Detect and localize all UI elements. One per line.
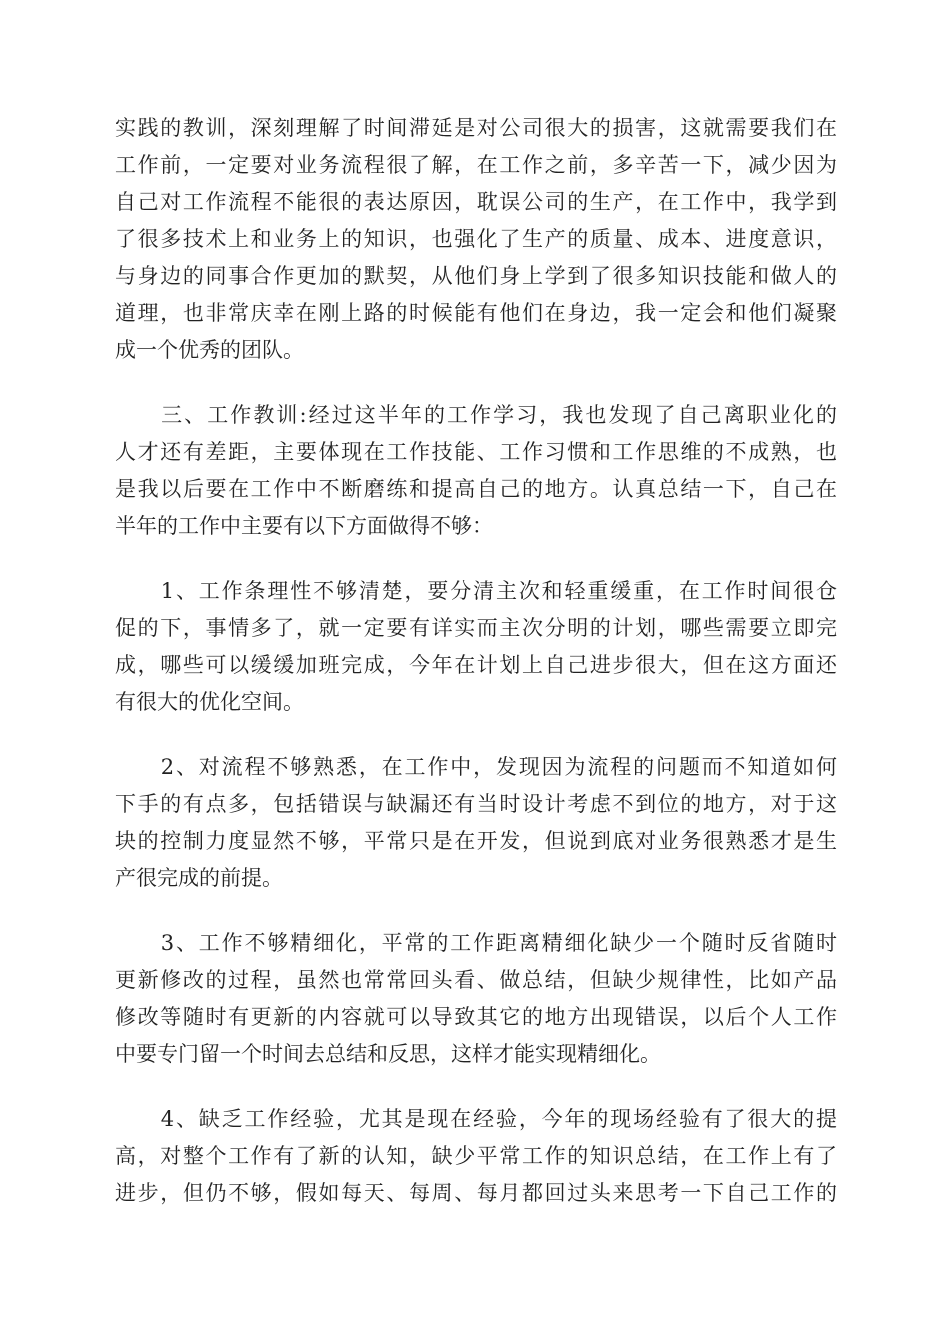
- text-line: 半年的工作中主要有以下方面做得不够：: [115, 514, 493, 538]
- text-line: 了很多技术上和业务上的知识，也强化了生产的质量、成本、进度意识，: [115, 227, 837, 251]
- text-line: 成一个优秀的团队。: [115, 338, 304, 362]
- text-line: 进步，但仍不够，假如每天、每周、每月都回过头来思考一下自己工作的: [115, 1181, 837, 1205]
- paragraph-item-4: [115, 1101, 837, 1212]
- text-line: 下手的有点多，包括错误与缺漏还有当时设计考虑不到位的地方，对于这: [115, 792, 837, 816]
- document-page: [115, 110, 837, 1212]
- paragraph-item-1: [115, 573, 837, 721]
- text-line: 4、缺乏工作经验，尤其是现在经验，今年的现场经验有了很大的提: [115, 1107, 837, 1131]
- text-line: 工作前，一定要对业务流程很了解，在工作之前，多辛苦一下，减少因为: [115, 153, 837, 177]
- text-line: 2、对流程不够熟悉，在工作中，发现因为流程的问题而不知道如何: [115, 755, 837, 779]
- text-line: 产很完成的前提。: [115, 866, 283, 890]
- paragraph-lessons-learned: [115, 110, 837, 369]
- text-line: 3、工作不够精细化，平常的工作距离精细化缺少一个随时反省随时: [115, 931, 837, 955]
- text-line: 人才还有差距，主要体现在工作技能、工作习惯和工作思维的不成熟，也: [115, 440, 837, 464]
- text-line: 中要专门留一个时间去总结和反思，这样才能实现精细化。: [115, 1042, 661, 1066]
- text-line: 更新修改的过程，虽然也常常回头看、做总结，但缺少规律性，比如产品: [115, 968, 837, 992]
- text-line: 促的下，事情多了，就一定要有详实而主次分明的计划，哪些需要立即完: [115, 616, 837, 640]
- text-line: 1、工作条理性不够清楚，要分清主次和轻重缓重，在工作时间很仓: [115, 579, 837, 603]
- text-line: 三、工作教训:经过这半年的工作学习，我也发现了自己离职业化的: [115, 403, 837, 427]
- text-line: 高，对整个工作有了新的认知，缺少平常工作的知识总结，在工作上有了: [115, 1144, 837, 1168]
- text-line: 块的控制力度显然不够，平常只是在开发，但说到底对业务很熟悉才是生: [115, 829, 837, 853]
- paragraph-section-three: [115, 397, 837, 545]
- paragraph-item-3: [115, 925, 837, 1073]
- text-line: 是我以后要在工作中不断磨练和提高自己的地方。认真总结一下，自己在: [115, 477, 837, 501]
- paragraph-item-2: [115, 749, 837, 897]
- text-line: 成，哪些可以缓缓加班完成，今年在计划上自己进步很大，但在这方面还: [115, 653, 837, 677]
- text-line: 自己对工作流程不能很的表达原因，耽误公司的生产，在工作中，我学到: [115, 190, 837, 214]
- text-line: 实践的教训，深刻理解了时间滞延是对公司很大的损害，这就需要我们在: [115, 116, 837, 140]
- text-line: 与身边的同事合作更加的默契，从他们身上学到了很多知识技能和做人的: [115, 264, 837, 288]
- text-line: 道理，也非常庆幸在刚上路的时候能有他们在身边，我一定会和他们凝聚: [115, 301, 837, 325]
- text-line: 修改等随时有更新的内容就可以导致其它的地方出现错误，以后个人工作: [115, 1005, 837, 1029]
- text-line: 有很大的优化空间。: [115, 690, 304, 714]
